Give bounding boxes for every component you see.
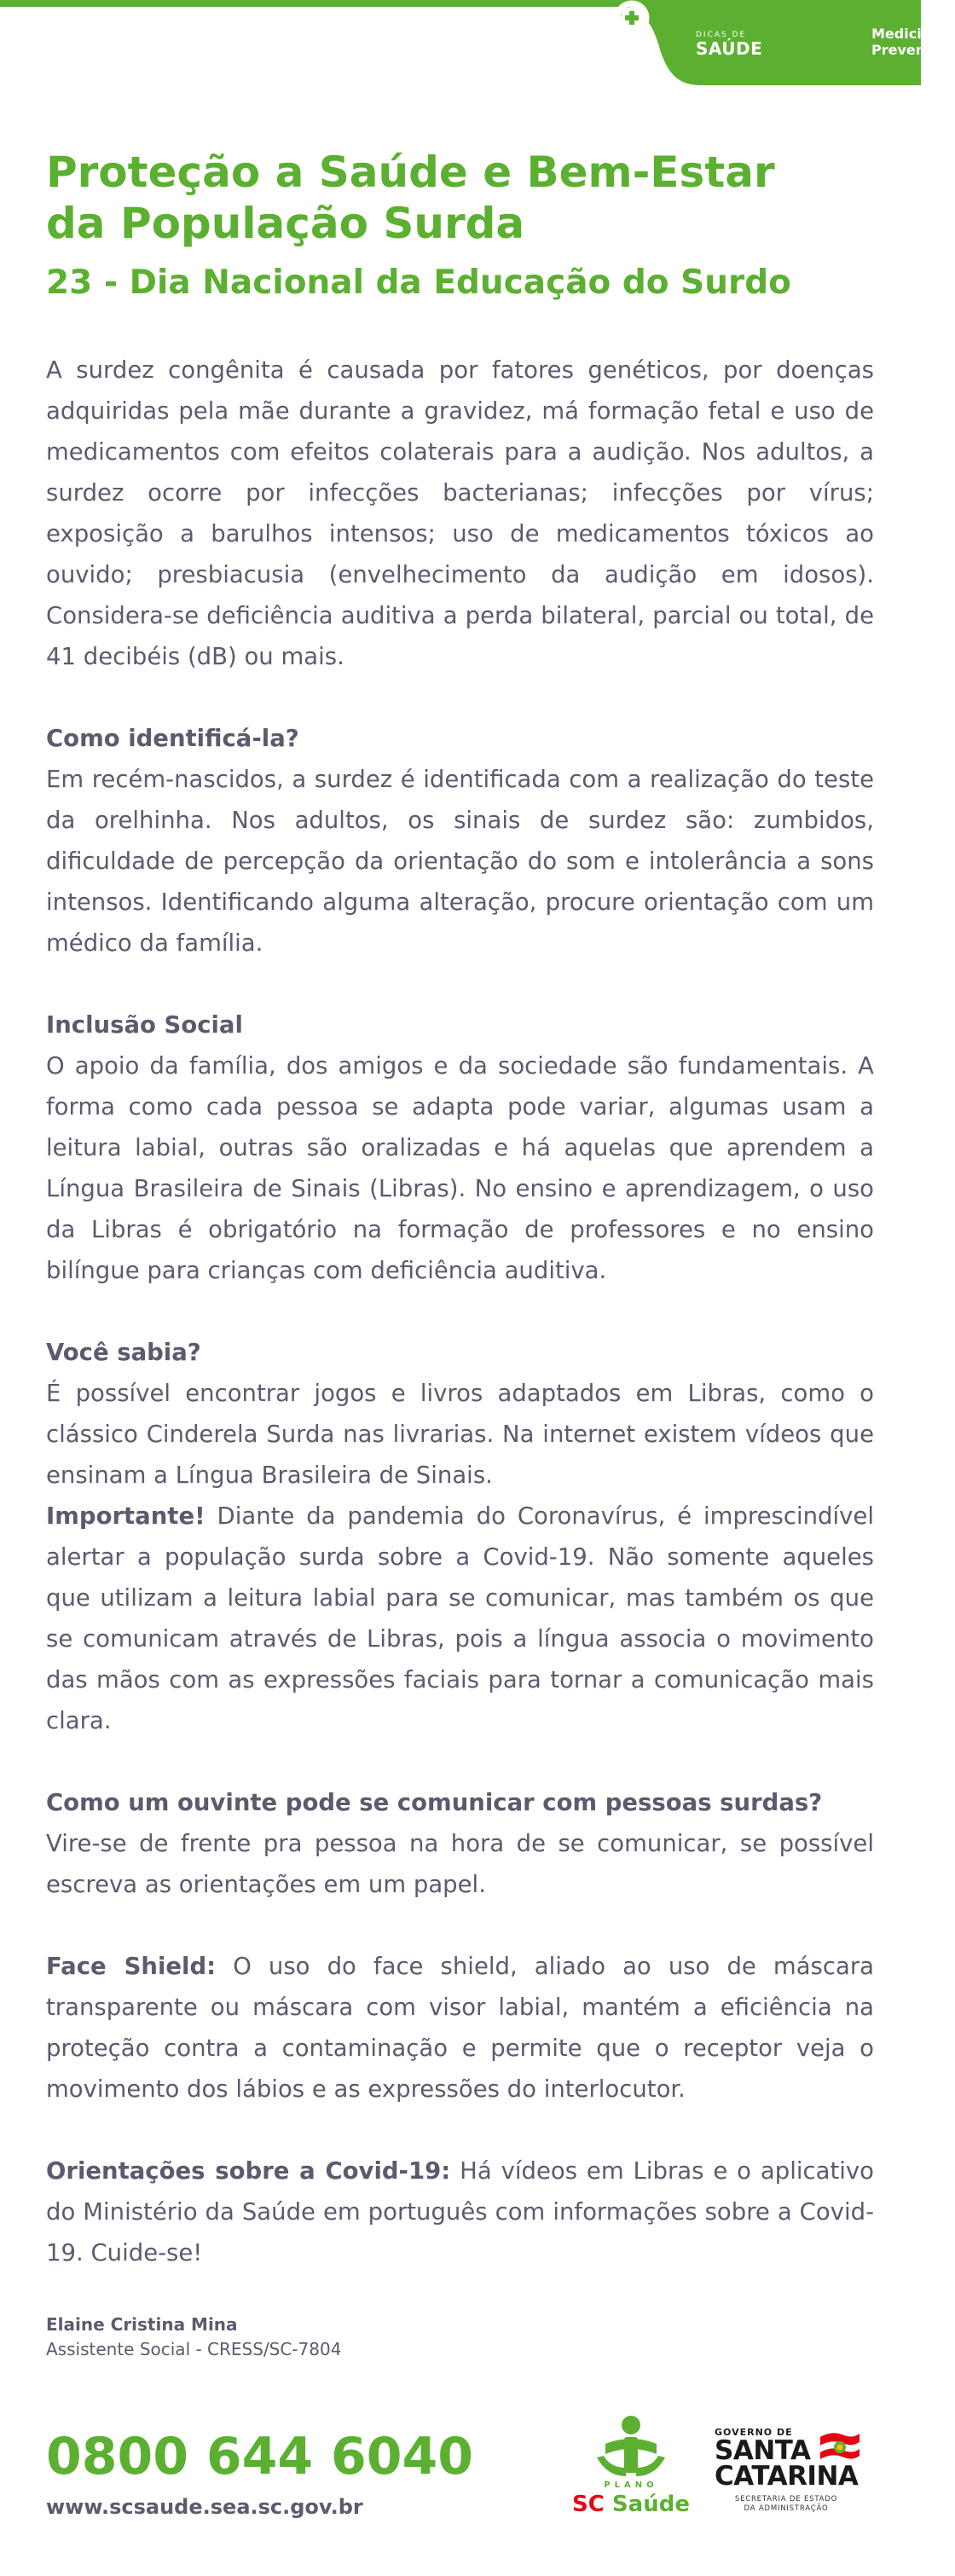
title-line2: da População Surda [46, 199, 525, 248]
brand-top-text: DICAS DE [696, 31, 747, 39]
dicas-de-saude-logo [696, 31, 762, 58]
header-brand-tab [614, 0, 955, 85]
covid-body: Há vídeos em Libras e o aplicativo do Ministério da Saúde em português com informações sobre a Covid-19. Cuide-se! [46, 2157, 874, 2266]
identify-section [46, 718, 874, 964]
page-subtitle: 23 - Dia Nacional da Educação do Surdo [46, 263, 791, 302]
author-signature [46, 2313, 341, 2362]
didyouknow-heading: Você sabia? [46, 1339, 201, 1366]
author-name: Elaine Cristina Mina [46, 2314, 238, 2335]
medicina-preventiva-icon [614, 0, 650, 36]
faceshield-section [46, 1946, 874, 2110]
secretaria-text [718, 2495, 854, 2514]
page-title [46, 147, 865, 249]
covid-label: Orientações sobre a Covid-19: [46, 2157, 451, 2185]
identify-body: Em recém-nascidos, a surdez é identificada com a realização do teste da orelhinha. Nos adultos, os sinais de surdez são: zumbidos, dificuldade de percepção da orientação do som e intolerância a sons intensos. Identificando alguma alteração, procure orientação com um médico da família. [46, 766, 874, 957]
didyouknow-section [46, 1332, 874, 1741]
communicate-heading: Como um ouvinte pode se comunicar com pessoas surdas? [46, 1789, 823, 1816]
state-flag-icon [819, 2428, 861, 2463]
sc-text: SC [572, 2492, 605, 2517]
intro-paragraph-2: Considera-se deficiência auditiva a perda bilateral, parcial ou total, de 41 decibéis (dB) ou mais. [46, 602, 874, 670]
inclusion-section [46, 1004, 874, 1291]
plano-text: PLANO [604, 2480, 658, 2490]
plano-figure-icon [571, 2413, 691, 2481]
saude-text: Saúde [611, 2492, 690, 2517]
faceshield-label: Face Shield: [46, 1953, 217, 1980]
governo-de-text: GOVERNO DE [715, 2427, 793, 2438]
author-role: Assistente Social - CRESS/SC-7804 [46, 2339, 342, 2359]
inclusion-heading: Inclusão Social [46, 1011, 243, 1039]
website-link[interactable]: www.scsaude.sea.sc.gov.br [46, 2495, 363, 2519]
secretaria-line2: DA ADMINISTRAÇÃO [744, 2504, 829, 2513]
phone-number[interactable]: 0800 644 6040 [46, 2427, 474, 2486]
faceshield-body: O uso do face shield, aliado ao uso de máscara transparente ou máscara com visor labial, mantém a eficiência na proteção contra a contaminação e permite que o receptor veja o movimento dos lábios e as expressões do interlocutor. [46, 1953, 874, 2103]
intro-paragraph-1: A surdez congênita é causada por fatores genéticos, por doenças adquiridas pela mãe durante a gravidez, má formação fetal e uso de medicamentos com efeitos colaterais para a audição. Nos adultos, a surdez ocorre por infecções bacterianas; infecções por vírus; exposição a barulhos intensos; uso de medicamentos tóxicos ao ouvido; presbiacusia (envelhecimento da audição em idosos). [46, 356, 874, 588]
brand-bottom-text: SAÚDE [696, 38, 763, 59]
secretaria-line1: SECRETARIA DE ESTADO [734, 2495, 838, 2504]
partner-line2: Preventiva [871, 42, 955, 58]
article-body [46, 350, 874, 2314]
inclusion-body: O apoio da família, dos amigos e da sociedade são fundamentais. A forma como cada pessoa se adapta pode variar, algumas usam a leitura labial, outras são oralizadas e há aquelas que aprendem a Língua Brasileira de Sinais (Libras). No ensino e aprendizagem, o uso da Libras é obrigatório na formação de professores e no ensino bilíngue para crianças com deficiência auditiva. [46, 1052, 874, 1284]
important-body: Diante da pandemia do Coronavírus, é imprescindível alertar a população surda sobre a Covid-19. Não somente aqueles que utilizam a leitura labial para se comunicar, mas também os que se comunicam através de Libras, pois a língua associa o movimento das mãos com as expressões faciais para tornar a comunicação mais clara. [46, 1502, 874, 1734]
communicate-section [46, 1782, 874, 1905]
identify-heading: Como identificá-la? [46, 725, 299, 752]
santa-text: SANTA [715, 2435, 811, 2466]
sc-saude-text [571, 2492, 691, 2517]
plano-sc-saude-logo [571, 2413, 691, 2524]
title-line1: Proteção a Saúde e Bem-Estar [46, 148, 775, 197]
medicina-preventiva-text [871, 26, 955, 58]
important-label: Importante! [46, 1502, 205, 1530]
governo-santa-catarina-logo [715, 2427, 868, 2521]
intro-section [46, 350, 874, 677]
didyouknow-body: É possível encontrar jogos e livros adaptados em Libras, como o clássico Cinderela Surda nas livrarias. Na internet existem vídeos que ensinam a Língua Brasileira de Sinais. [46, 1380, 874, 1489]
catarina-text: CATARINA [715, 2461, 859, 2492]
communicate-body: Vire-se de frente pra pessoa na hora de se comunicar, se possível escreva as orientações em um papel. [46, 1830, 874, 1898]
partner-line1: Medicina [871, 26, 941, 42]
covid-section [46, 2151, 874, 2273]
